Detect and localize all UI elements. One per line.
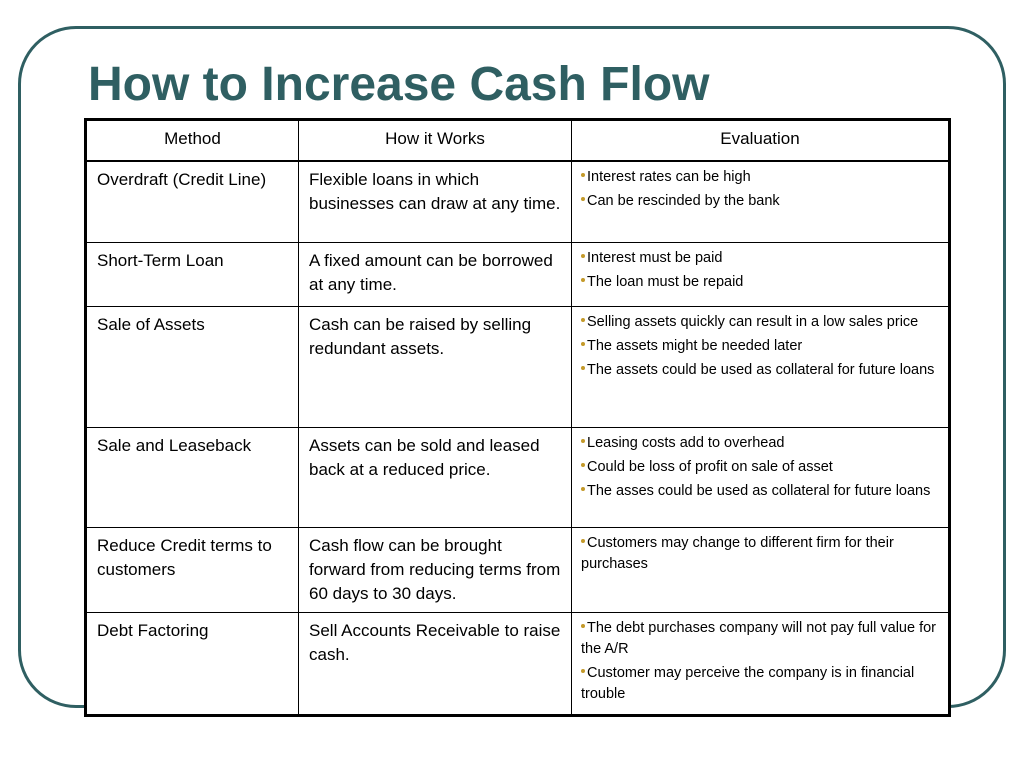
bullet-icon bbox=[581, 439, 585, 443]
bullet-icon bbox=[581, 318, 585, 322]
bullet-icon bbox=[581, 173, 585, 177]
column-header-method: Method bbox=[86, 120, 299, 161]
evaluation-item bbox=[581, 360, 940, 381]
table-row bbox=[86, 307, 950, 428]
bullet-icon bbox=[581, 278, 585, 282]
evaluation-list bbox=[581, 533, 940, 575]
method-cell: Sale of Assets bbox=[86, 307, 299, 428]
evaluation-text: The loan must be repaid bbox=[587, 274, 744, 290]
evaluation-item bbox=[581, 533, 940, 575]
table-row bbox=[86, 613, 950, 716]
how-it-works-cell: Assets can be sold and leased back at a reduced price. bbox=[299, 428, 572, 528]
evaluation-item bbox=[581, 481, 940, 502]
bullet-icon bbox=[581, 463, 585, 467]
evaluation-text: Leasing costs add to overhead bbox=[587, 435, 785, 451]
evaluation-text: Interest must be paid bbox=[587, 250, 723, 266]
evaluation-item bbox=[581, 433, 940, 454]
evaluation-list bbox=[581, 433, 940, 502]
evaluation-cell bbox=[572, 428, 950, 528]
evaluation-item bbox=[581, 248, 940, 269]
bullet-icon bbox=[581, 669, 585, 673]
evaluation-cell bbox=[572, 161, 950, 243]
evaluation-item bbox=[581, 618, 940, 660]
table-row bbox=[86, 243, 950, 307]
evaluation-item bbox=[581, 167, 940, 188]
table-header-row bbox=[86, 120, 950, 161]
evaluation-text: The assets could be used as collateral for future loans bbox=[587, 362, 935, 378]
bullet-icon bbox=[581, 197, 585, 201]
table-row bbox=[86, 161, 950, 243]
table-row bbox=[86, 428, 950, 528]
evaluation-text: Selling assets quickly can result in a low sales price bbox=[587, 314, 919, 330]
column-header-evaluation: Evaluation bbox=[572, 120, 950, 161]
column-header-how-it-works: How it Works bbox=[299, 120, 572, 161]
method-cell: Sale and Leaseback bbox=[86, 428, 299, 528]
evaluation-text: The asses could be used as collateral for future loans bbox=[587, 483, 931, 499]
method-cell: Overdraft (Credit Line) bbox=[86, 161, 299, 243]
method-cell: Debt Factoring bbox=[86, 613, 299, 716]
evaluation-item bbox=[581, 336, 940, 357]
evaluation-text: Could be loss of profit on sale of asset bbox=[587, 459, 833, 475]
bullet-icon bbox=[581, 624, 585, 628]
evaluation-cell bbox=[572, 243, 950, 307]
bullet-icon bbox=[581, 254, 585, 258]
evaluation-item bbox=[581, 272, 940, 293]
evaluation-list bbox=[581, 167, 940, 212]
evaluation-text: Interest rates can be high bbox=[587, 168, 751, 185]
evaluation-list bbox=[581, 248, 940, 293]
how-it-works-cell: Flexible loans in which businesses can draw at any time. bbox=[299, 161, 572, 243]
how-it-works-cell: A fixed amount can be borrowed at any time. bbox=[299, 243, 572, 307]
evaluation-item bbox=[581, 457, 940, 478]
bullet-icon bbox=[581, 366, 585, 370]
evaluation-text: Customers may change to different firm for their purchases bbox=[581, 535, 894, 572]
method-cell: Short-Term Loan bbox=[86, 243, 299, 307]
evaluation-cell bbox=[572, 528, 950, 613]
evaluation-item bbox=[581, 312, 940, 333]
evaluation-cell bbox=[572, 307, 950, 428]
method-cell: Reduce Credit terms to customers bbox=[86, 528, 299, 613]
evaluation-list bbox=[581, 618, 940, 705]
cash-flow-table-container bbox=[84, 118, 948, 717]
bullet-icon bbox=[581, 487, 585, 491]
evaluation-cell bbox=[572, 613, 950, 716]
evaluation-item bbox=[581, 663, 940, 705]
evaluation-list bbox=[581, 312, 940, 381]
bullet-icon bbox=[581, 539, 585, 543]
how-it-works-cell: Cash flow can be brought forward from reducing terms from 60 days to 30 days. bbox=[299, 528, 572, 613]
evaluation-text: The debt purchases company will not pay full value for the A/R bbox=[581, 620, 936, 657]
bullet-icon bbox=[581, 342, 585, 346]
how-it-works-cell: Sell Accounts Receivable to raise cash. bbox=[299, 613, 572, 716]
table-row bbox=[86, 528, 950, 613]
evaluation-text: The assets might be needed later bbox=[587, 338, 803, 354]
cash-flow-table bbox=[84, 118, 951, 717]
how-it-works-cell: Cash can be raised by selling redundant assets. bbox=[299, 307, 572, 428]
evaluation-item bbox=[581, 191, 940, 212]
evaluation-text: Can be rescinded by the bank bbox=[587, 192, 780, 209]
evaluation-text: Customer may perceive the company is in financial trouble bbox=[581, 665, 915, 702]
slide-title: How to Increase Cash Flow bbox=[88, 58, 710, 111]
